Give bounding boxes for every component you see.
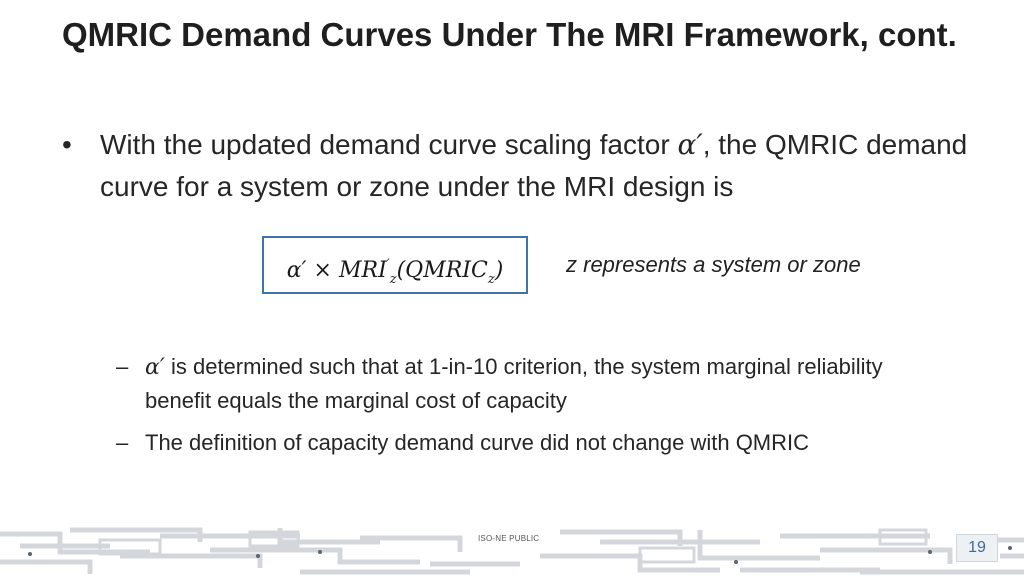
sub-bullet-marker: –: [116, 354, 129, 379]
sub-bullet-text: The definition of capacity demand curve did not change with QMRIC: [145, 430, 810, 455]
formula-note: z represents a system or zone: [566, 252, 861, 277]
formula-times: ×: [306, 258, 339, 283]
page-number: 19: [956, 534, 998, 562]
sub-bullet-text: [145, 350, 936, 417]
formula-subscript-z-2: z: [487, 272, 495, 287]
main-bullet-text-before: With the updated demand curve scaling factor: [100, 129, 678, 160]
formula-box: [262, 236, 528, 294]
bullet-marker: •: [62, 129, 72, 160]
formula-mri: MRI: [338, 258, 387, 283]
classification-label: ISO-NE PUBLIC: [478, 534, 540, 543]
sub-bullet-text-body: is determined such that at 1-in-10 criterion, the system marginal reliability benefit equals the marginal cost of capacity: [145, 354, 883, 413]
sub-bullet-definition: [116, 426, 936, 459]
formula-open-paren: (: [396, 258, 406, 283]
main-bullet-text: [100, 124, 972, 208]
main-bullet-text-after: , the QMRIC demand curve for a system or zone under the MRI design is: [100, 129, 968, 202]
sub-bullet-marker: –: [116, 430, 129, 455]
alpha-prime-symbol: α′: [677, 128, 703, 161]
formula-subscript-z: z: [389, 272, 397, 287]
circuit-pattern-decoration: [0, 522, 1024, 576]
formula-qmric: QMRIC: [405, 258, 488, 283]
alpha-prime-symbol: α′: [145, 355, 165, 380]
sub-bullet-alpha: [116, 350, 936, 417]
main-bullet: [62, 124, 972, 208]
formula-prime: ′: [386, 257, 390, 272]
formula-alpha: α′: [286, 258, 307, 283]
slide-title: QMRIC Demand Curves Under The MRI Framework, cont.: [62, 16, 957, 53]
formula-close-paren: ): [494, 258, 504, 283]
footer: [0, 522, 1024, 576]
